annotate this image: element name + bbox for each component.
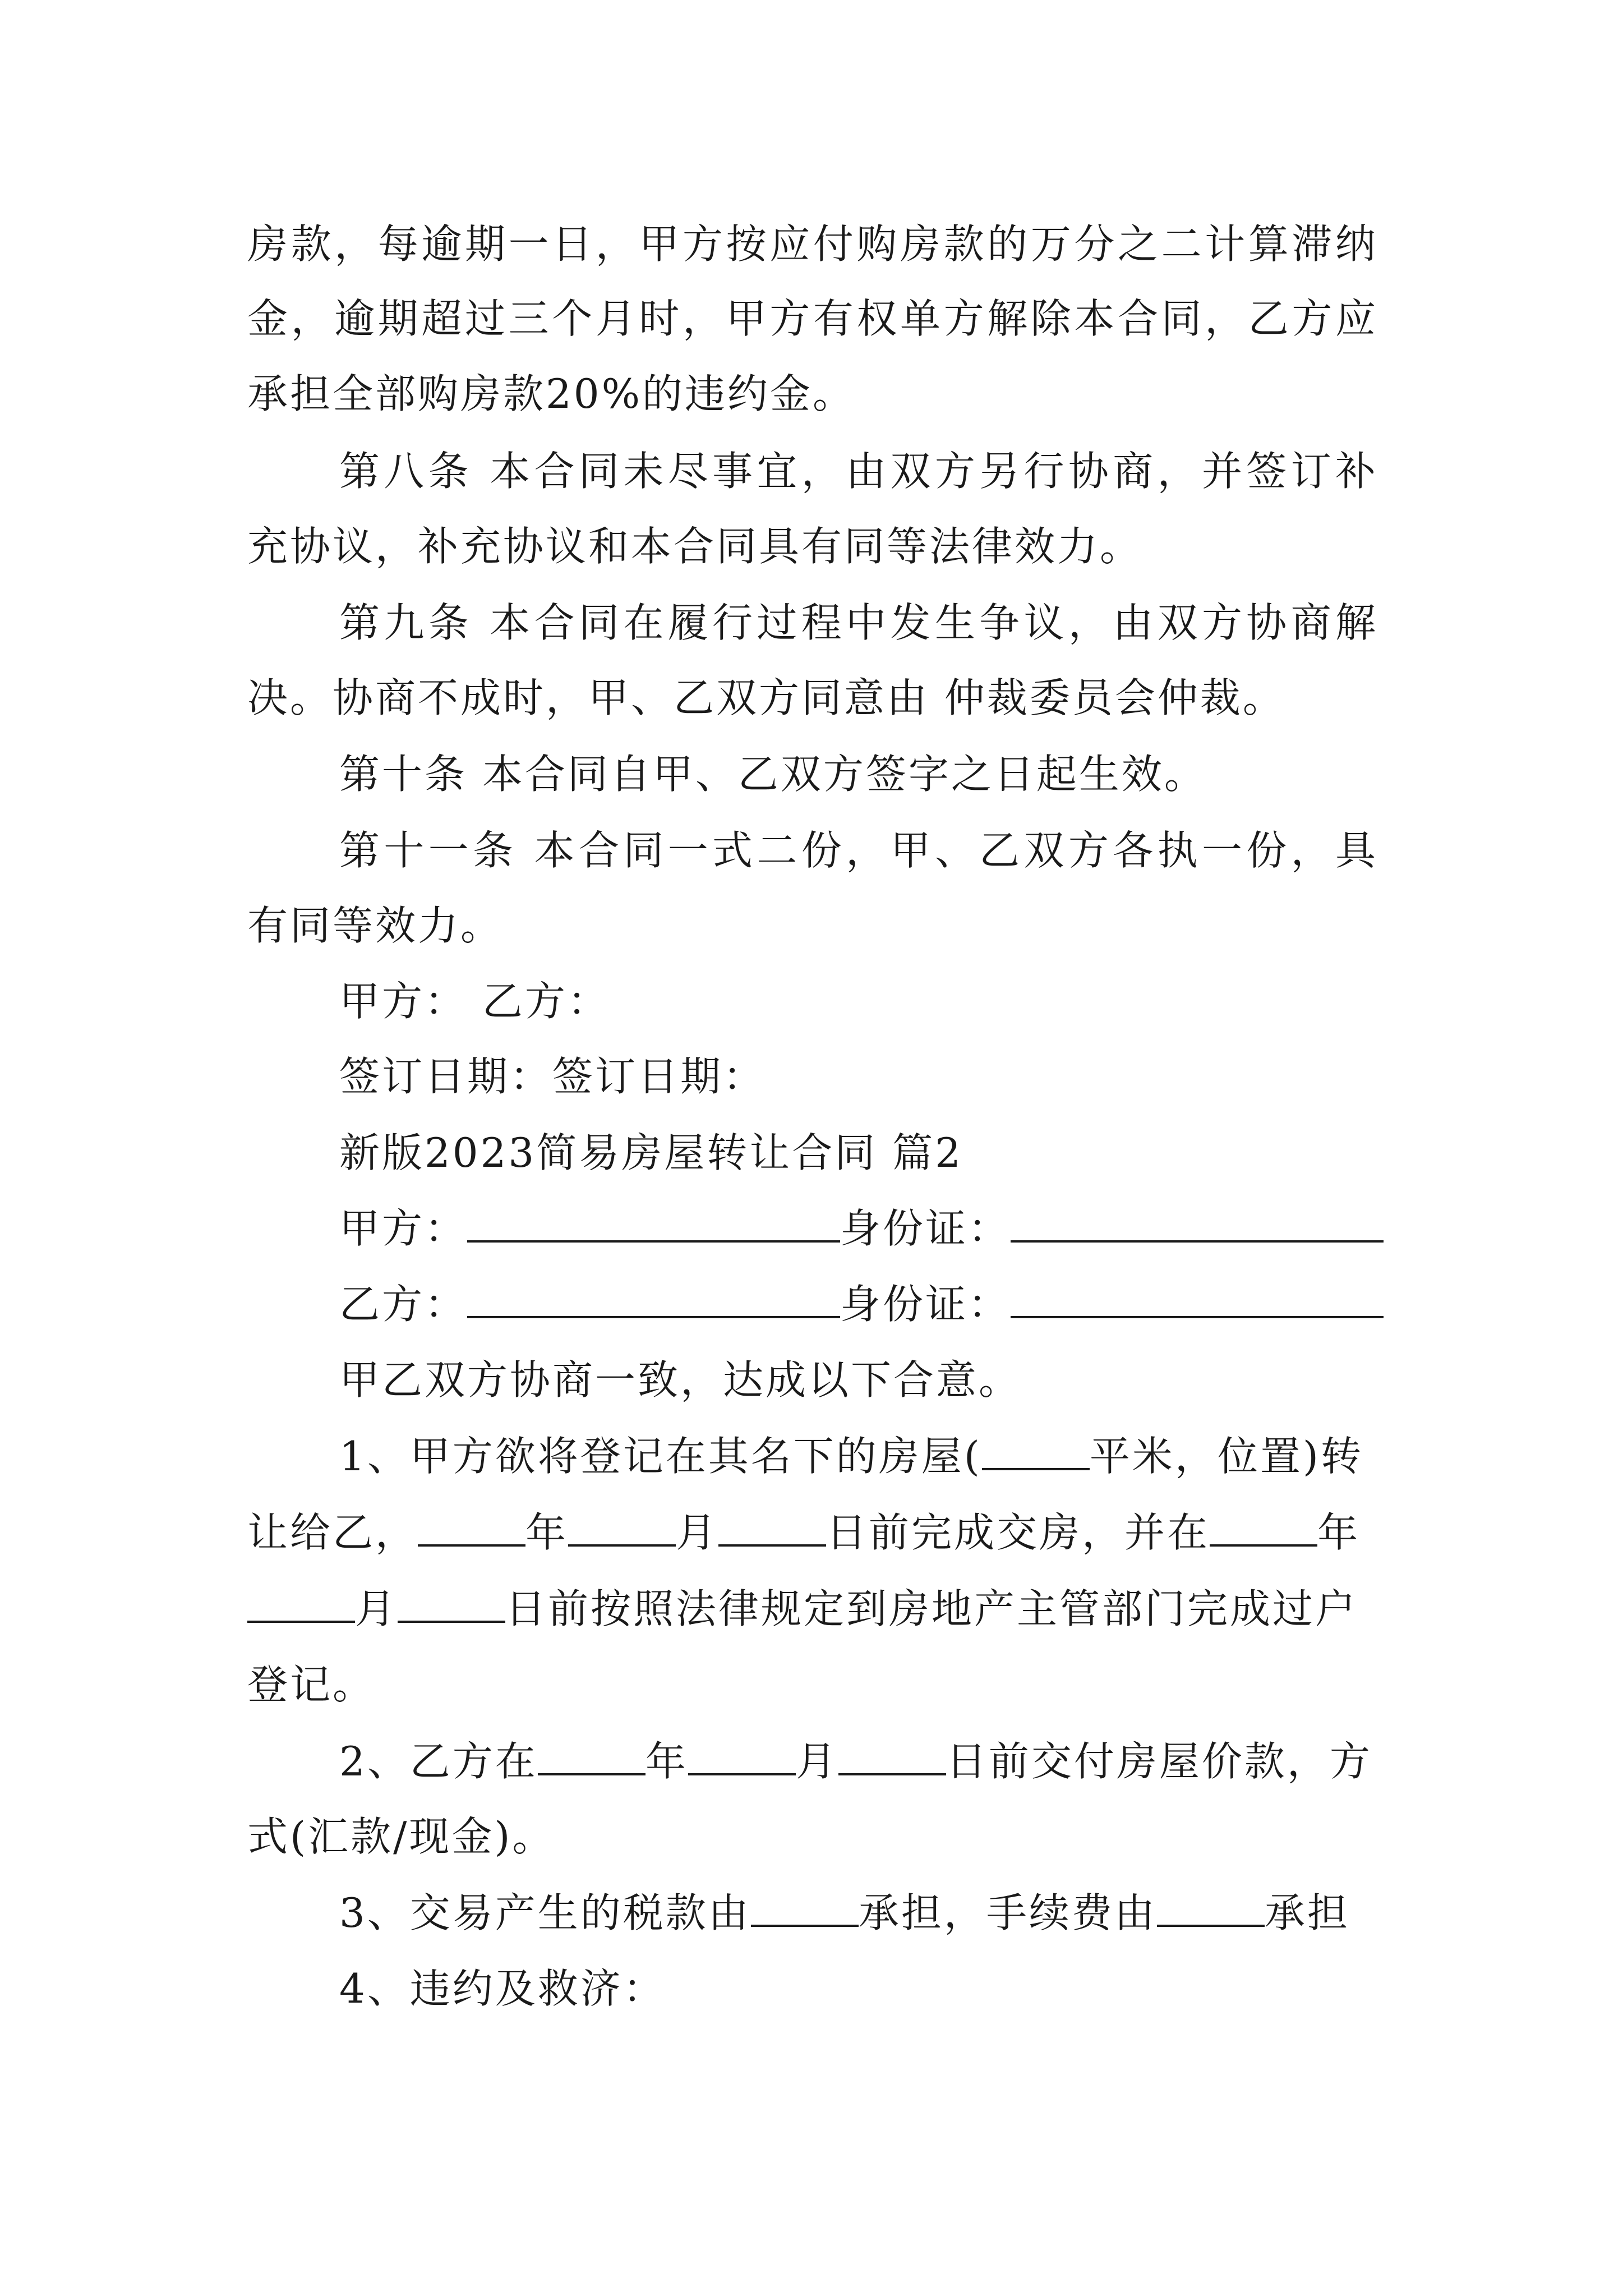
text-span: 承担 [1264, 1889, 1350, 1936]
month-blank [247, 1585, 355, 1623]
clause-1-line [247, 1504, 1360, 1561]
year-blank [538, 1737, 645, 1775]
text-span: 月 [795, 1738, 838, 1785]
year-blank [418, 1508, 525, 1547]
text-span: 年 [1317, 1509, 1361, 1556]
text-span: 平米，位置)转 [1089, 1433, 1363, 1480]
party-b-row [339, 1276, 1384, 1332]
text-line: 有同等效力。 [247, 902, 504, 949]
text-line: 金，逾期超过三个月时，甲方有权单方解除本合同，乙方应 [247, 295, 1378, 342]
text-span: 月 [676, 1509, 719, 1556]
article-10-line: 第十条 本合同自甲、乙双方签字之日起生效。 [339, 751, 1207, 798]
party-b-blank [467, 1280, 840, 1318]
id-b-label: 身份证： [840, 1281, 1011, 1328]
month-blank [568, 1508, 676, 1547]
text-span: 承担，手续费由 [858, 1889, 1157, 1936]
day-blank [398, 1585, 505, 1623]
text-span: 日前交付房屋价款，方 [946, 1738, 1372, 1785]
text-line: 决。协商不成时，甲、乙双方同意由 仲裁委员会仲裁。 [247, 674, 1285, 721]
party-a-row [339, 1200, 1384, 1257]
clause-4-line: 4、违约及救济： [339, 1965, 666, 2012]
text-line: 房款，每逾期一日，甲方按应付购房款的万分之二计算滞纳 [247, 220, 1378, 268]
text-line: 承担全部购房款20%的违约金。 [247, 370, 856, 417]
day-blank [718, 1508, 826, 1547]
text-line: 式(汇款/现金)。 [247, 1813, 555, 1860]
article-8-line: 第八条 本合同未尽事宜，由双方另行协商，并签订补 [339, 448, 1378, 495]
id-a-label: 身份证： [840, 1205, 1011, 1252]
text-span: 3、交易产生的税款由 [339, 1889, 751, 1936]
area-blank [982, 1432, 1090, 1470]
signing-dates: 签订日期：签订日期： [339, 1053, 766, 1100]
clause-3-line [339, 1885, 1350, 1941]
signature-parties: 甲方： 乙方： [339, 978, 610, 1025]
day-blank [838, 1737, 946, 1775]
text-span: 让给乙， [247, 1509, 418, 1556]
month-blank [688, 1737, 796, 1775]
fee-bearer-blank [1157, 1889, 1265, 1927]
text-span: 2、乙方在 [339, 1738, 538, 1785]
article-9-line: 第九条 本合同在履行过程中发生争议，由双方协商解 [339, 599, 1378, 646]
clause-2-line [339, 1733, 1372, 1789]
text-span: 月 [355, 1585, 398, 1632]
clause-1-line [247, 1581, 1358, 1637]
party-a-label: 甲方： [339, 1205, 468, 1252]
party-b-label: 乙方： [339, 1281, 468, 1328]
agreement-line: 甲乙双方协商一致，达成以下合意。 [339, 1356, 1022, 1404]
text-span: 年 [645, 1738, 688, 1785]
text-line: 登记。 [247, 1661, 376, 1708]
clause-1-line [339, 1428, 1363, 1484]
text-span: 日前按照法律规定到房地产主管部门完成过户 [505, 1585, 1358, 1632]
article-11-line: 第十一条 本合同一式二份，甲、乙双方各执一份，具 [339, 827, 1378, 874]
text-span: 年 [525, 1509, 569, 1556]
text-span: 日前完成交房，并在 [826, 1509, 1210, 1556]
party-a-blank [467, 1204, 840, 1243]
id-b-blank [1011, 1280, 1384, 1318]
text-line: 充协议，补充协议和本合同具有同等法律效力。 [247, 523, 1143, 570]
id-a-blank [1011, 1204, 1384, 1243]
year-blank [1210, 1508, 1317, 1547]
contract-title: 新版2023简易房屋转让合同 篇2 [339, 1129, 963, 1176]
tax-bearer-blank [751, 1889, 859, 1927]
text-span: 1、甲方欲将登记在其名下的房屋( [339, 1433, 982, 1480]
